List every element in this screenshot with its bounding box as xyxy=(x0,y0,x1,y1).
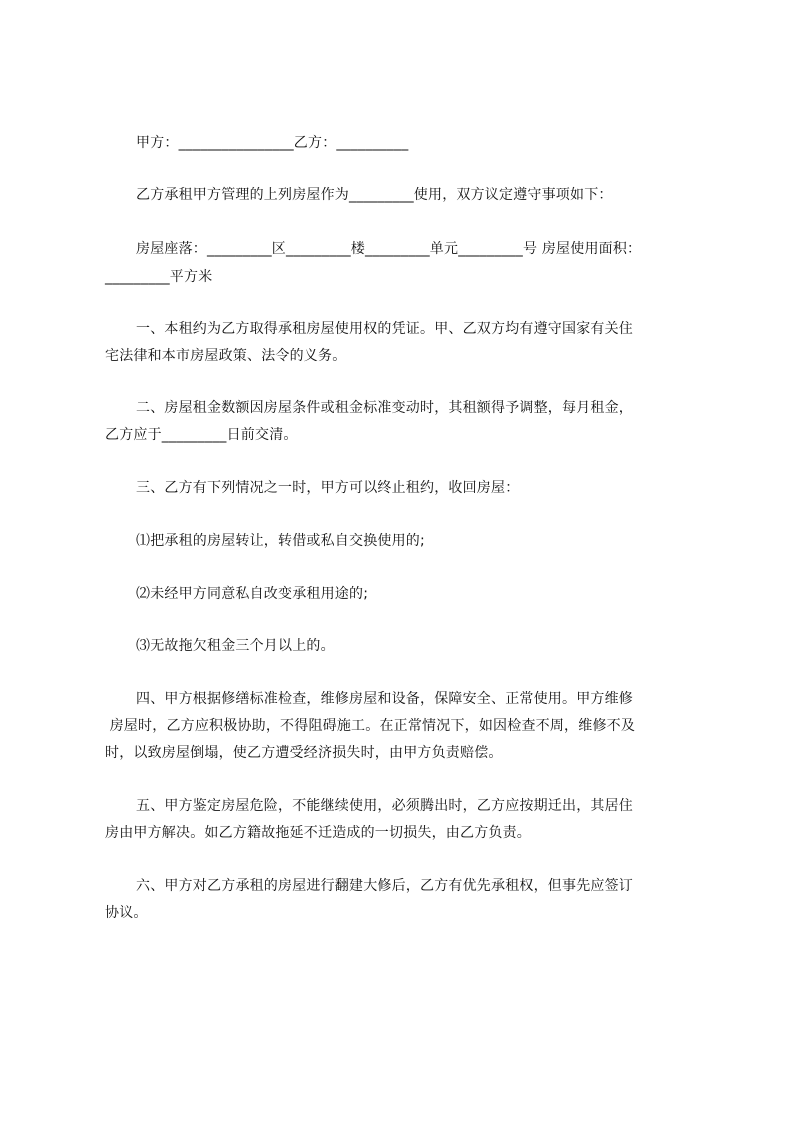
clause-2-line-1: 二、房屋租金数额因房屋条件或租金标准变动时，其租额得予调整，每月租金， xyxy=(136,400,633,416)
clause-3-line: 三、乙方有下列情况之一时，甲方可以终止租约，收回房屋： xyxy=(136,480,520,496)
clause-6-line-2: 协议。 xyxy=(105,905,148,921)
clause-6-line-1: 六、甲方对乙方承租的房屋进行翻建大修后，乙方有优先承租权，但事先应签订 xyxy=(136,878,633,894)
parties-line: 甲方：________________乙方：__________ xyxy=(136,135,409,151)
clause-1-line-1: 一、本租约为乙方取得承租房屋使用权的凭证。甲、乙双方均有遵守国家有关住 xyxy=(136,321,633,337)
clause-1-line-2: 宅法律和本市房屋政策、法令的义务。 xyxy=(105,348,347,364)
location-line: 房屋座落：_________区_________楼_________单元_________号 房屋使用面积： xyxy=(136,241,642,257)
clause-3-item-3: ⑶无故拖欠租金三个月以上的。 xyxy=(136,638,335,654)
clause-3-item-2: ⑵未经甲方同意私自改变承租用途的; xyxy=(136,586,369,602)
clause-4-line-1: 四、甲方根据修缮标准检查，维修房屋和设备，保障安全、正常使用。甲方维修 xyxy=(136,691,633,707)
usage-line: 乙方承租甲方管理的上列房屋作为_________使用，双方议定遵守事项如下： xyxy=(136,187,613,203)
area-line: _________平方米 xyxy=(105,269,213,285)
clause-3-item-1: ⑴把承租的房屋转让，转借或私自交换使用的; xyxy=(136,533,425,549)
clause-2-line-2: 乙方应于_________日前交清。 xyxy=(105,427,298,443)
clause-5-line-2: 房由甲方解决。如乙方籍故拖延不迁造成的一切损失，由乙方负责。 xyxy=(105,825,531,841)
clause-4-line-2: 房屋时，乙方应积极协助，不得阻碍施工。在正常情况下，如因检查不周，维修不及 xyxy=(105,718,636,734)
clause-4-line-3: 时，以致房屋倒塌，使乙方遭受经济损失时，由甲方负责赔偿。 xyxy=(105,745,503,761)
clause-5-line-1: 五、甲方鉴定房屋危险，不能继续使用，必须腾出时，乙方应按期迁出，其居住 xyxy=(136,798,633,814)
